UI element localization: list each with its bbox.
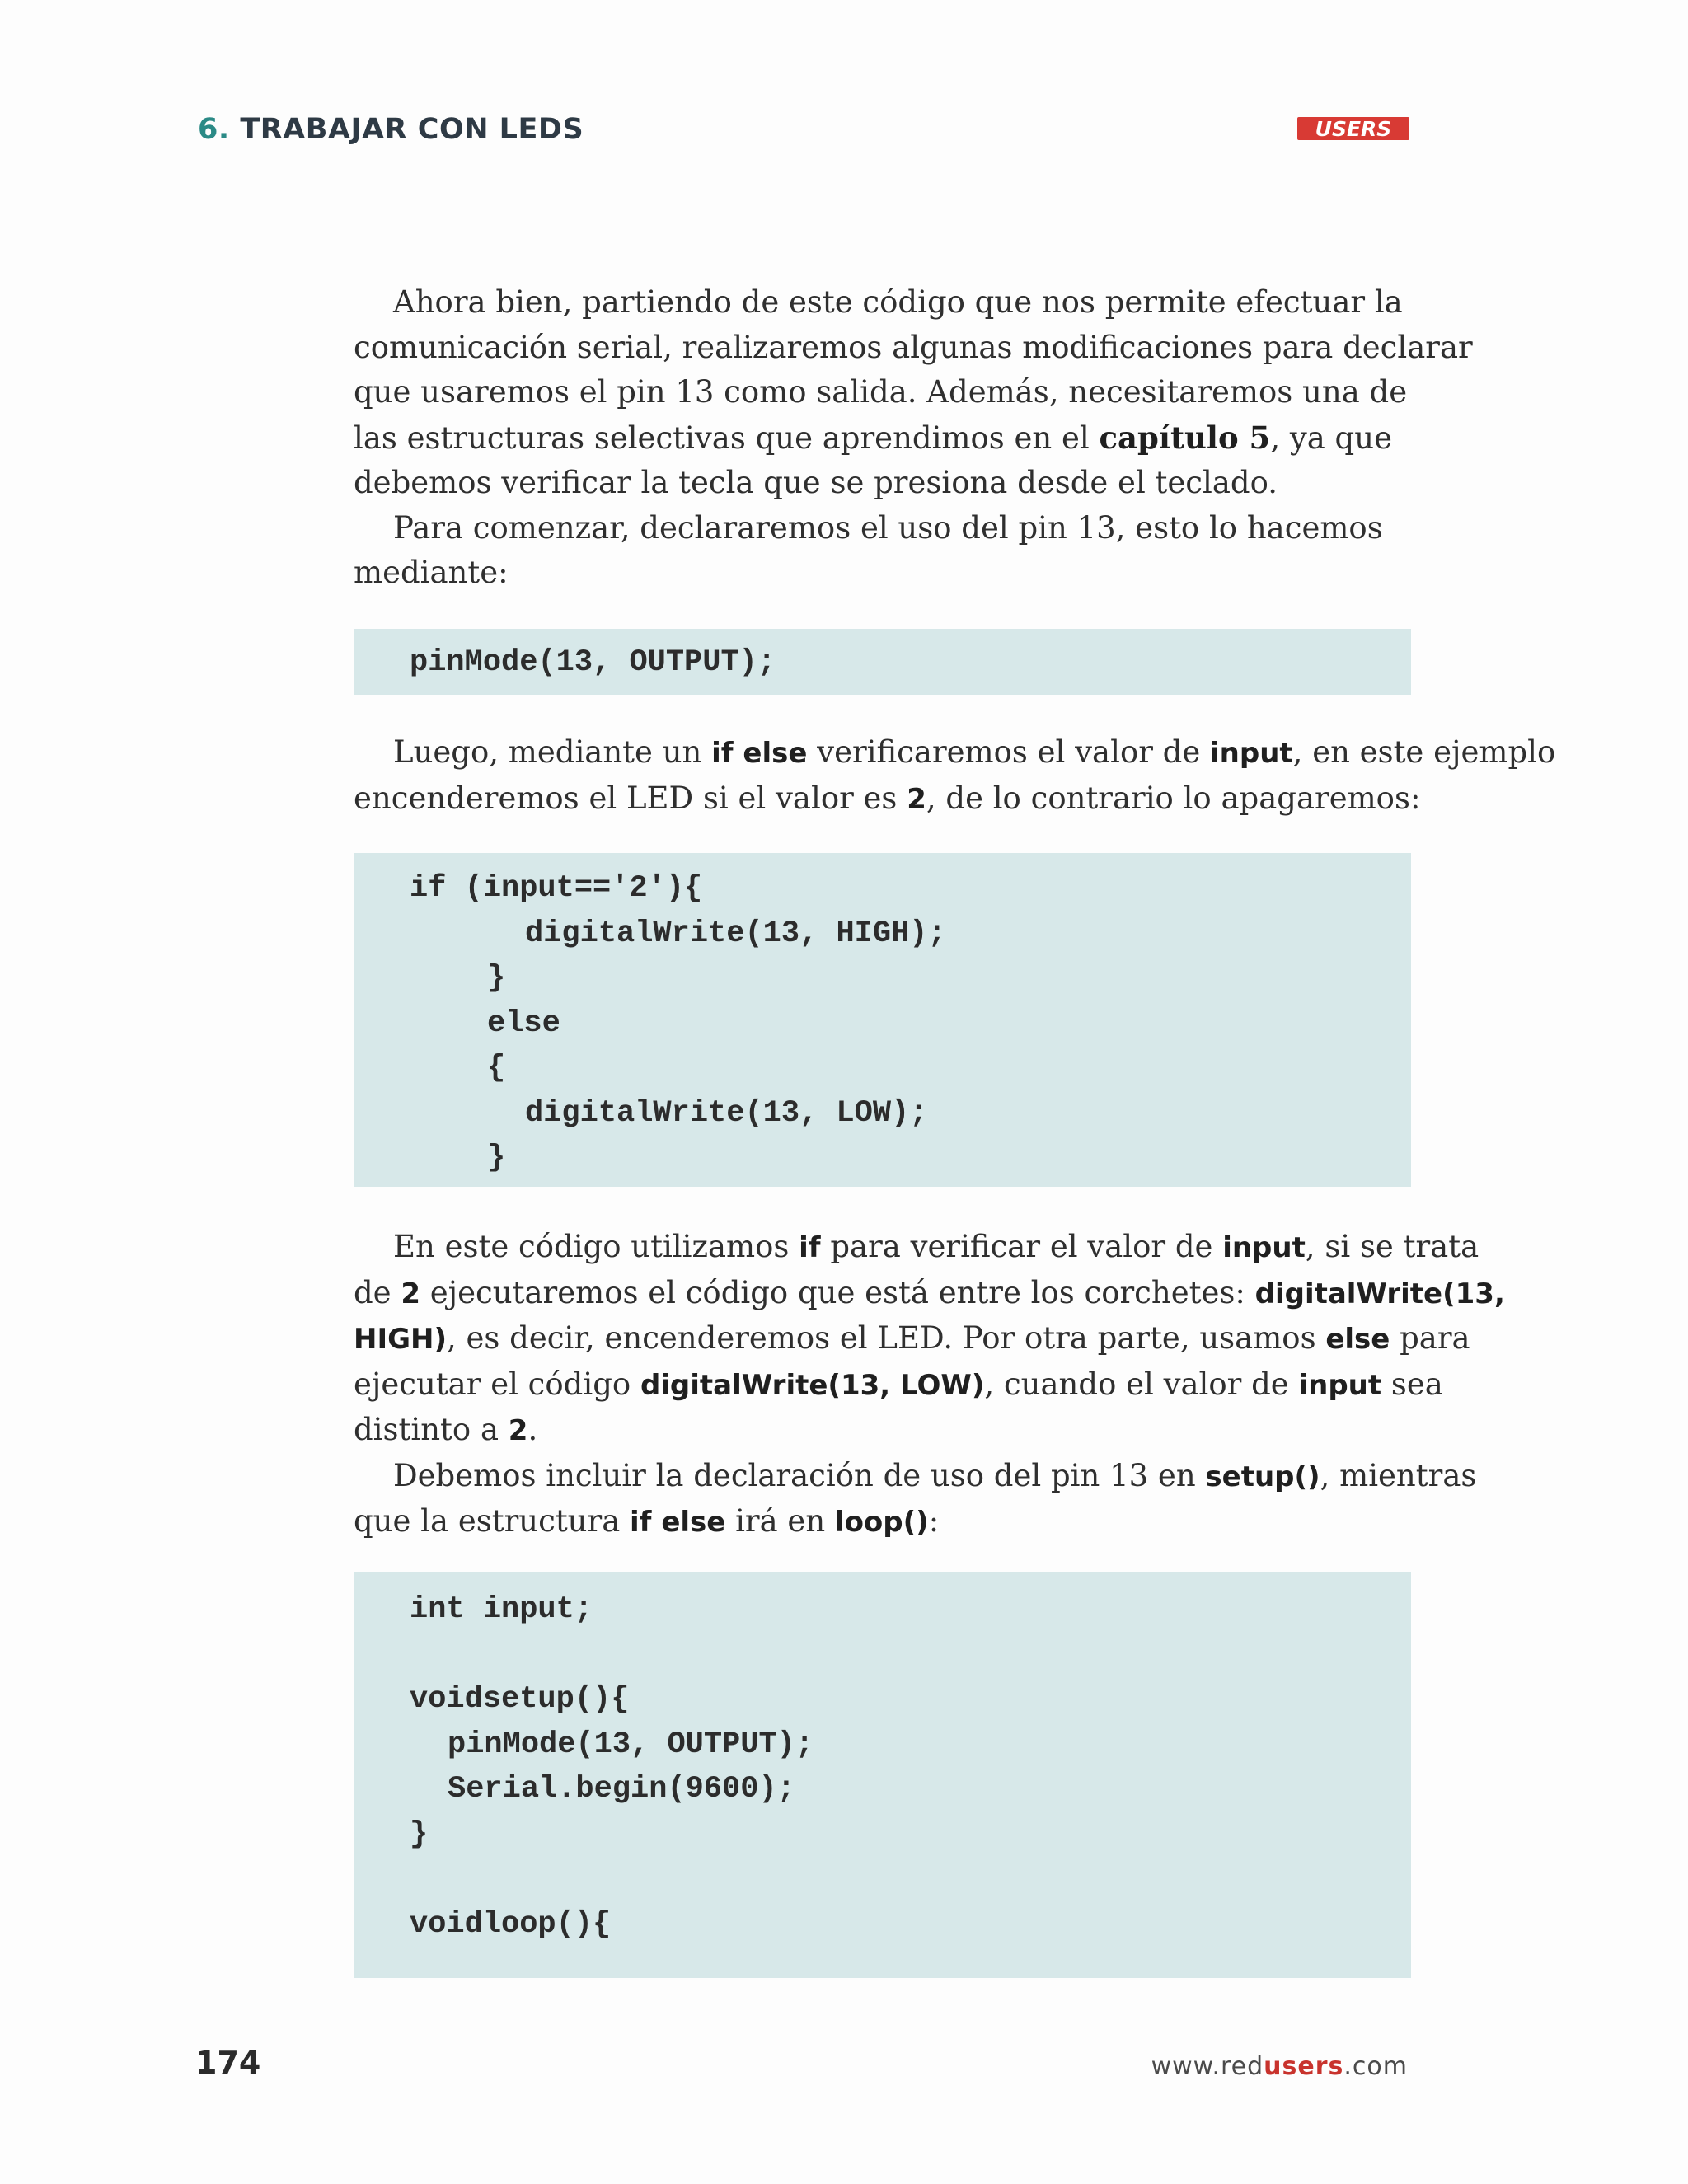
text-line: debemos verificar la tecla que se presiona desde el teclado. — [354, 465, 1278, 500]
code-line: } — [487, 1141, 506, 1175]
code-block-full-program — [354, 1572, 1411, 1978]
text-line: En este código utilizamos if para verificar el valor de input, si se trata — [393, 1229, 1479, 1264]
text-line: que la estructura if else irá en loop(): — [354, 1503, 940, 1539]
code-line: digitalWrite(13, LOW); — [525, 1096, 928, 1131]
code-line: digitalWrite(13, HIGH); — [525, 916, 946, 951]
code-line: int input; — [410, 1592, 593, 1627]
text-line: distinto a 2. — [354, 1412, 538, 1447]
text-line: Para comenzar, declararemos el uso del pin 13, esto lo hacemos — [393, 509, 1383, 546]
code-line: else — [487, 1006, 560, 1041]
footer-url: www.redusers.com — [1151, 2052, 1408, 2081]
paragraph-intro — [354, 280, 1473, 596]
text-line: HIGH), es decir, encenderemos el LED. Por otra parte, usamos else para — [354, 1320, 1470, 1356]
text-line: comunicación serial, realizaremos algunas modificaciones para declarar — [354, 329, 1473, 365]
text-line: mediante: — [354, 555, 509, 590]
code-line: } — [487, 961, 506, 996]
code-block-if-else — [354, 853, 1411, 1187]
code-line: pinMode(13, OUTPUT); — [448, 1727, 814, 1762]
text-line: Luego, mediante un if else verificaremos el valor de input, en este ejemplo — [393, 734, 1556, 770]
logo-text: USERS — [1315, 117, 1392, 141]
text-line: Ahora bien, partiendo de este código que nos permite efectuar la — [393, 284, 1403, 320]
text-line: ejecutar el código digitalWrite(13, LOW), cuando el valor de input sea — [354, 1366, 1443, 1402]
page-header — [198, 113, 1411, 146]
chapter-title: TRABAJAR CON LEDS — [240, 113, 584, 146]
code-line: { — [487, 1051, 506, 1085]
code-line: voidloop(){ — [410, 1907, 612, 1942]
code-line: voidsetup(){ — [410, 1682, 630, 1717]
code-block-pinmode — [354, 629, 1411, 695]
text-line: Debemos incluir la declaración de uso del pin 13 en setup(), mientras — [393, 1457, 1477, 1493]
text-line: encenderemos el LED si el valor es 2, de lo contrario lo apagaremos: — [354, 780, 1421, 816]
users-logo — [1296, 116, 1411, 141]
chapter-heading — [198, 113, 584, 146]
code-line: } — [410, 1817, 429, 1852]
code-line: Serial.begin(9600); — [448, 1772, 795, 1807]
chapter-number: 6. — [198, 113, 230, 146]
page-number: 174 — [195, 2045, 261, 2081]
text-line: de 2 ejecutaremos el código que está entre los corchetes: digitalWrite(13, — [354, 1274, 1505, 1310]
paragraph-if-else — [354, 730, 1556, 822]
chapter-reference: capítulo 5 — [1099, 419, 1271, 456]
text-line: que usaremos el pin 13 como salida. Además, necesitaremos una de — [354, 374, 1408, 410]
code-line: pinMode(13, OUTPUT); — [410, 645, 776, 680]
code-line: if (input=='2'){ — [410, 871, 703, 906]
text-line: las estructuras selectivas que aprendimos en el capítulo 5, ya que — [354, 419, 1392, 456]
paragraph-explanation — [354, 1225, 1505, 1545]
